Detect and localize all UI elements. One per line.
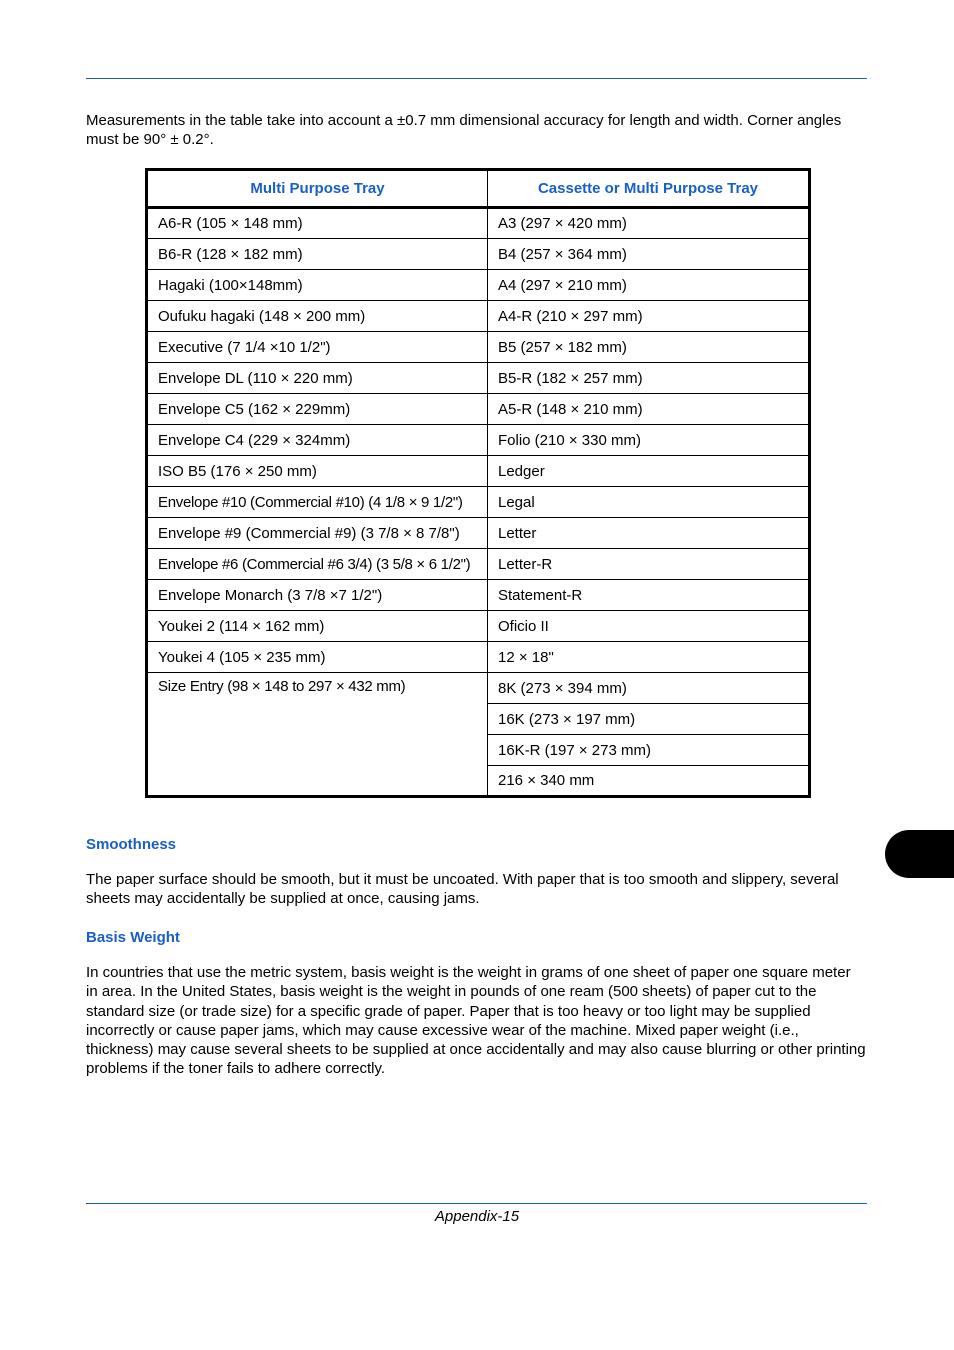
table-cell: A5-R (148 × 210 mm) (488, 394, 810, 425)
table-cell: 16K (273 × 197 mm) (488, 704, 810, 735)
table-cell: Statement-R (488, 580, 810, 611)
header-cassette-or-mp-tray: Cassette or Multi Purpose Tray (488, 170, 810, 208)
table-cell: 12 × 18" (488, 642, 810, 673)
table-row (147, 270, 810, 301)
page-number: Appendix-15 (434, 1208, 520, 1225)
table-cell: Executive (7 1/4 ×10 1/2") (147, 332, 488, 363)
table-cell: Oufuku hagaki (148 × 200 mm) (147, 301, 488, 332)
intro-paragraph: Measurements in the table take into account a ±0.7 mm dimensional accuracy for length and width. Corner angles must be 90° ± 0.2°. (86, 112, 842, 149)
table-row (147, 332, 810, 363)
table-row (147, 549, 810, 580)
table-row (147, 673, 810, 704)
header-multi-purpose-tray: Multi Purpose Tray (147, 170, 488, 208)
table-cell: Letter-R (488, 549, 810, 580)
table-row (147, 518, 810, 549)
table-cell: Envelope #6 (Commercial #6 3/4) (3 5/8 × 6 1/2") (147, 549, 488, 580)
table-cell: Envelope #9 (Commercial #9) (3 7/8 × 8 7/8") (147, 518, 488, 549)
smoothness-paragraph: The paper surface should be smooth, but it must be uncoated. With paper that is too smooth and slippery, several sheets may accidentally be supplied at once, causing jams. (86, 871, 839, 908)
table-cell: Ledger (488, 456, 810, 487)
size-entry-cell: Size Entry (98 × 148 to 297 × 432 mm) (147, 673, 488, 797)
table-cell: Hagaki (100×148mm) (147, 270, 488, 301)
table-header-row (147, 170, 810, 208)
table-cell: B6-R (128 × 182 mm) (147, 239, 488, 270)
table-cell: Youkei 4 (105 × 235 mm) (147, 642, 488, 673)
table-cell: Youkei 2 (114 × 162 mm) (147, 611, 488, 642)
table-row (147, 425, 810, 456)
footer-rule (86, 1203, 867, 1204)
table-cell: B5 (257 × 182 mm) (488, 332, 810, 363)
table-cell: A6-R (105 × 148 mm) (147, 208, 488, 239)
table-row (147, 456, 810, 487)
table-cell: Legal (488, 487, 810, 518)
table-cell: Envelope Monarch (3 7/8 ×7 1/2") (147, 580, 488, 611)
table-row (147, 239, 810, 270)
table-row (147, 208, 810, 239)
table-cell: 8K (273 × 394 mm) (488, 673, 810, 704)
table-cell: Envelope C5 (162 × 229mm) (147, 394, 488, 425)
table-cell: A4 (297 × 210 mm) (488, 270, 810, 301)
basis-weight-paragraph: In countries that use the metric system, basis weight is the weight in grams of one sheet of paper one square meter in area. In the United States, basis weight is the weight in pounds of one ream (500 sheets) of paper cut to the standard size (or trade size) for a specific grade of paper. Paper that is too heavy or too light may be supplied incorrectly or cause paper jams, which may cause excessive wear of the machine. Mixed paper weight (i.e., thickness) may cause several sheets to be supplied at once accidentally and may also cause blurring or other printing problems if the toner fails to adhere correctly. (86, 964, 866, 1078)
table-row (147, 642, 810, 673)
chapter-tab-marker (885, 830, 954, 878)
table-cell: B5-R (182 × 257 mm) (488, 363, 810, 394)
table-cell: A3 (297 × 420 mm) (488, 208, 810, 239)
table-row (147, 363, 810, 394)
table-cell: ISO B5 (176 × 250 mm) (147, 456, 488, 487)
table-cell: Envelope #10 (Commercial #10) (4 1/8 × 9 1/2") (147, 487, 488, 518)
table-row (147, 301, 810, 332)
basis-weight-heading: Basis Weight (86, 929, 180, 946)
smoothness-heading: Smoothness (86, 836, 177, 853)
table-cell: Letter (488, 518, 810, 549)
table-cell: A4-R (210 × 297 mm) (488, 301, 810, 332)
table-cell: 216 × 340 mm (488, 766, 810, 797)
table-cell: Envelope DL (110 × 220 mm) (147, 363, 488, 394)
table-cell: Envelope C4 (229 × 324mm) (147, 425, 488, 456)
header-rule (86, 78, 867, 79)
table-row (147, 487, 810, 518)
table-row (147, 394, 810, 425)
table-cell: Oficio II (488, 611, 810, 642)
paper-size-table (145, 168, 811, 798)
table-row (147, 580, 810, 611)
table-cell: B4 (257 × 364 mm) (488, 239, 810, 270)
table-cell: 16K-R (197 × 273 mm) (488, 735, 810, 766)
table-cell: Folio (210 × 330 mm) (488, 425, 810, 456)
table-row (147, 611, 810, 642)
